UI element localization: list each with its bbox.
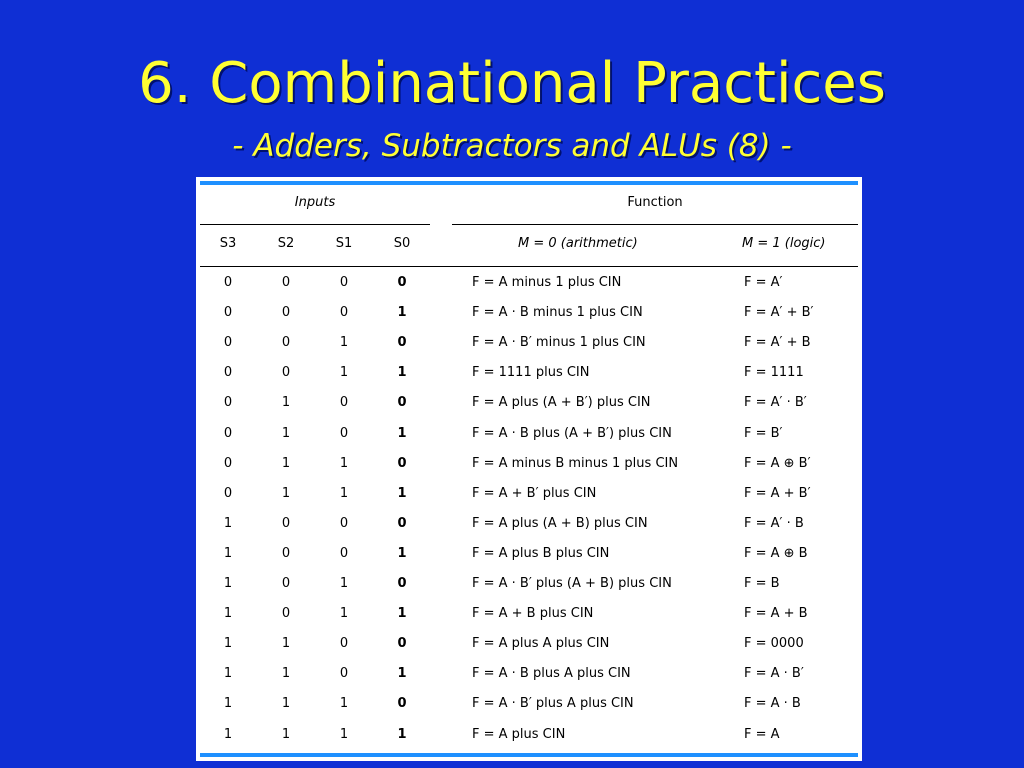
cell-s1: 1 — [339, 726, 349, 742]
cell-s2: 0 — [281, 275, 291, 290]
cell-arithmetic-function: F = A · B′ plus (A + B) plus CIN — [472, 576, 672, 591]
cell-arithmetic-function: F = A plus (A + B′) plus CIN — [472, 395, 651, 411]
cell-s3: 0 — [223, 425, 233, 441]
cell-s2: 0 — [281, 606, 291, 622]
cell-s0: 0 — [397, 696, 407, 712]
cell-s1: 1 — [339, 606, 349, 622]
cell-logic-function: F = A′ + B — [744, 335, 811, 351]
cell-s0: 0 — [397, 275, 407, 290]
cell-s3: 0 — [223, 335, 233, 351]
table-row — [196, 268, 862, 298]
slide-title: 6. Combinational Practices — [138, 51, 886, 116]
cell-s0: 1 — [397, 365, 407, 381]
logic-header: M = 1 (logic) — [742, 236, 826, 251]
cell-s2: 1 — [281, 726, 291, 742]
table-bottom-border — [200, 753, 858, 757]
cell-arithmetic-function: F = A · B′ minus 1 plus CIN — [472, 335, 646, 351]
cell-s1: 0 — [339, 636, 349, 652]
cell-s0: 0 — [397, 636, 407, 652]
cell-s0: 1 — [397, 606, 407, 622]
cell-s3: 1 — [223, 515, 233, 531]
cell-s2: 1 — [281, 666, 291, 682]
cell-logic-function: F = B — [744, 576, 780, 591]
cell-s3: 1 — [223, 576, 233, 591]
cell-s2: 0 — [281, 515, 291, 531]
cell-logic-function: F = A′ · B — [744, 515, 804, 531]
cell-s2: 1 — [281, 696, 291, 712]
cell-s1: 0 — [339, 666, 349, 682]
cell-logic-function: F = A + B — [744, 606, 808, 622]
cell-arithmetic-function: F = A minus 1 plus CIN — [472, 275, 622, 290]
cell-s3: 0 — [223, 305, 233, 321]
cell-s0: 1 — [397, 485, 407, 501]
cell-s1: 1 — [339, 576, 349, 591]
table-row — [196, 720, 862, 750]
cell-s0: 1 — [397, 545, 407, 561]
header-underline — [200, 266, 858, 267]
cell-logic-function: F = A ⊕ B — [744, 545, 808, 561]
cell-arithmetic-function: F = A plus A plus CIN — [472, 636, 610, 652]
cell-s3: 1 — [223, 636, 233, 652]
table-row — [196, 298, 862, 328]
table-top-border — [200, 181, 858, 185]
table-row — [196, 599, 862, 629]
cell-s1: 1 — [339, 335, 349, 351]
cell-s0: 1 — [397, 425, 407, 441]
cell-logic-function: F = A′ — [744, 275, 783, 290]
table-row — [196, 358, 862, 388]
col-header-s3: S3 — [219, 236, 237, 251]
cell-logic-function: F = 0000 — [744, 636, 804, 652]
cell-s0: 0 — [397, 576, 407, 591]
cell-s1: 0 — [339, 425, 349, 441]
table-row — [196, 419, 862, 449]
table-row — [196, 449, 862, 479]
cell-arithmetic-function: F = 1111 plus CIN — [472, 365, 590, 381]
cell-arithmetic-function: F = A plus B plus CIN — [472, 545, 610, 561]
cell-s1: 1 — [339, 455, 349, 471]
cell-s0: 0 — [397, 515, 407, 531]
cell-s3: 1 — [223, 606, 233, 622]
cell-logic-function: F = A — [744, 726, 780, 742]
table-row — [196, 388, 862, 418]
cell-logic-function: F = A′ + B′ — [744, 305, 814, 321]
cell-s1: 0 — [339, 305, 349, 321]
cell-logic-function: F = A · B′ — [744, 666, 804, 682]
cell-s1: 0 — [339, 275, 349, 290]
cell-s3: 0 — [223, 485, 233, 501]
cell-s2: 1 — [281, 425, 291, 441]
cell-s1: 1 — [339, 485, 349, 501]
cell-s3: 1 — [223, 666, 233, 682]
cell-s2: 0 — [281, 576, 291, 591]
table-row — [196, 479, 862, 509]
cell-logic-function: F = A ⊕ B′ — [744, 455, 811, 471]
table-row — [196, 659, 862, 689]
cell-s1: 0 — [339, 545, 349, 561]
cell-arithmetic-function: F = A · B plus A plus CIN — [472, 666, 631, 682]
cell-arithmetic-function: F = A minus B minus 1 plus CIN — [472, 455, 679, 471]
cell-s2: 0 — [281, 365, 291, 381]
cell-logic-function: F = A′ · B′ — [744, 395, 807, 411]
function-header: Function — [627, 195, 683, 210]
cell-arithmetic-function: F = A + B plus CIN — [472, 606, 594, 622]
cell-arithmetic-function: F = A · B minus 1 plus CIN — [472, 305, 643, 321]
cell-arithmetic-function: F = A · B′ plus A plus CIN — [472, 696, 634, 712]
cell-s0: 0 — [397, 455, 407, 471]
table-row — [196, 328, 862, 358]
inputs-underline — [200, 224, 430, 225]
col-header-s0: S0 — [393, 236, 411, 251]
table-row — [196, 509, 862, 539]
cell-s3: 1 — [223, 726, 233, 742]
cell-logic-function: F = 1111 — [744, 365, 804, 381]
cell-s0: 1 — [397, 726, 407, 742]
cell-s1: 1 — [339, 365, 349, 381]
cell-s3: 0 — [223, 275, 233, 290]
cell-s2: 1 — [281, 395, 291, 411]
cell-s3: 1 — [223, 545, 233, 561]
cell-s3: 0 — [223, 395, 233, 411]
inputs-header: Inputs — [294, 195, 336, 210]
cell-s2: 1 — [281, 636, 291, 652]
function-underline — [452, 224, 858, 225]
cell-s0: 0 — [397, 395, 407, 411]
cell-s1: 1 — [339, 696, 349, 712]
slide-subtitle: - Adders, Subtractors and ALUs (8) - — [232, 128, 792, 164]
cell-logic-function: F = B′ — [744, 425, 783, 441]
cell-s2: 1 — [281, 485, 291, 501]
cell-logic-function: F = A + B′ — [744, 485, 811, 501]
cell-arithmetic-function: F = A plus CIN — [472, 726, 566, 742]
cell-s3: 0 — [223, 455, 233, 471]
col-header-s2: S2 — [277, 236, 295, 251]
arith-header: M = 0 (arithmetic) — [518, 236, 638, 251]
cell-arithmetic-function: F = A + B′ plus CIN — [472, 485, 597, 501]
cell-s0: 1 — [397, 305, 407, 321]
table-row — [196, 539, 862, 569]
alu-function-table — [196, 177, 862, 761]
cell-s2: 1 — [281, 455, 291, 471]
cell-s3: 1 — [223, 696, 233, 712]
cell-arithmetic-function: F = A · B plus (A + B′) plus CIN — [472, 425, 672, 441]
cell-s2: 0 — [281, 305, 291, 321]
cell-s2: 0 — [281, 335, 291, 351]
cell-s2: 0 — [281, 545, 291, 561]
table-row — [196, 629, 862, 659]
table-row — [196, 689, 862, 719]
table-row — [196, 569, 862, 599]
col-header-s1: S1 — [335, 236, 353, 251]
cell-s0: 0 — [397, 335, 407, 351]
cell-s1: 0 — [339, 395, 349, 411]
cell-logic-function: F = A · B — [744, 696, 801, 712]
cell-s1: 0 — [339, 515, 349, 531]
cell-s3: 0 — [223, 365, 233, 381]
cell-arithmetic-function: F = A plus (A + B) plus CIN — [472, 515, 648, 531]
cell-s0: 1 — [397, 666, 407, 682]
